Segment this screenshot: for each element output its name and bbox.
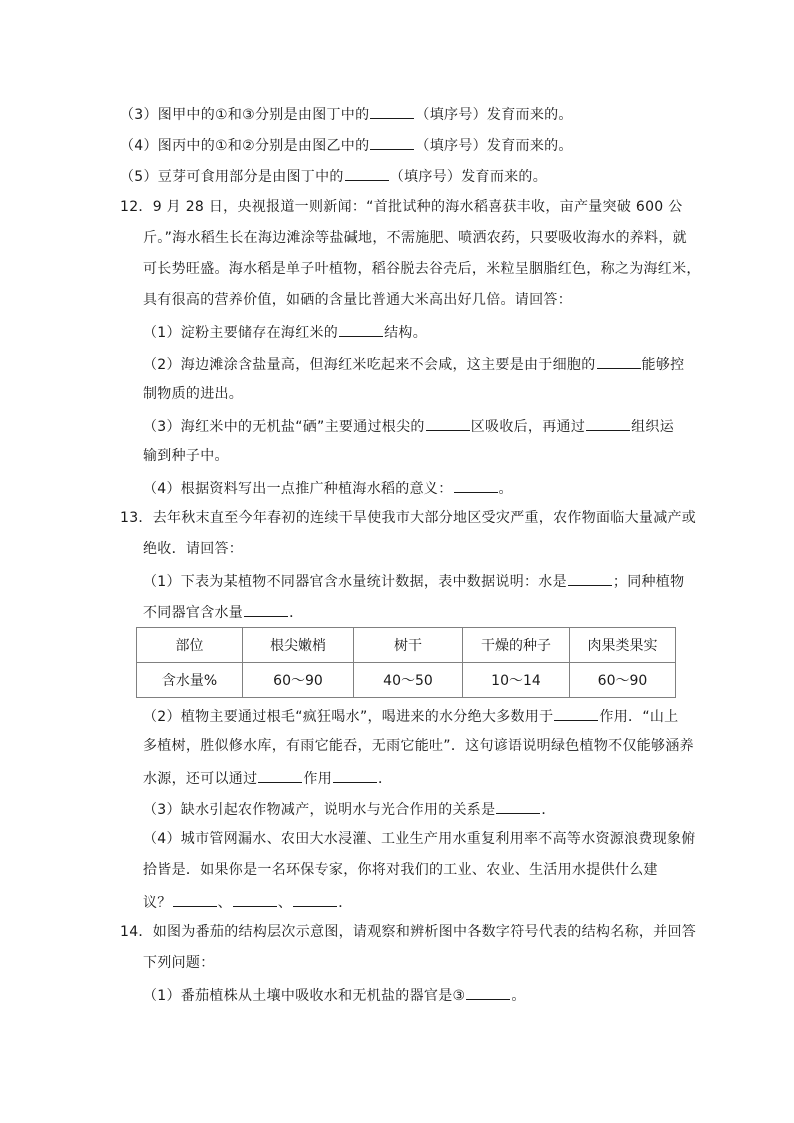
answer-blank[interactable]	[426, 416, 470, 431]
answer-blank[interactable]	[496, 799, 540, 814]
q12-stem-line2: 斤。”海水稻生长在海边滩涂等盐碱地，不需施肥、喷洒农药，只要吸收海水的养料，就	[143, 230, 687, 246]
q13-part3	[143, 799, 556, 819]
q13-part2-text: （2）植物主要通过根毛“疯狂喝水”，喝进来的水分绝大多数用于	[143, 709, 554, 725]
table-cell: 根尖嫩梢	[243, 628, 354, 663]
q12-part3-text: （3）海红米中的无机盐“硒”主要通过根尖的	[143, 419, 425, 435]
q11-part5	[120, 166, 547, 186]
answer-blank[interactable]	[568, 571, 612, 586]
q14-stem-line1: 14．如图为番茄的结构层次示意图，请观察和辨析图中各数字符号代表的结构名称，并回答	[120, 924, 697, 940]
q13-part4-cont2-text: 议？	[143, 895, 172, 911]
q12-part4-text-end: 。	[498, 481, 513, 497]
table-cell: 60～90	[570, 663, 676, 698]
separator: 、	[277, 895, 293, 911]
q12-part3-text-end: 组织运	[631, 419, 675, 435]
q12-part3	[143, 416, 674, 436]
q13-part2-cont2-mid: 作用	[303, 771, 333, 787]
q12-stem-line1: 12．9 月 28 日，央视报道一则新闻：“首批试种的海水稻喜获丰收，亩产量突破 600 公	[120, 199, 683, 215]
table-cell: 60～90	[243, 663, 354, 698]
answer-blank[interactable]	[233, 892, 277, 907]
answer-blank[interactable]	[454, 478, 498, 493]
answer-blank[interactable]	[244, 602, 288, 617]
table-cell: 40～50	[354, 663, 463, 698]
q13-part2-cont2-end: ．	[378, 771, 393, 787]
q12-part2	[143, 354, 684, 374]
answer-blank[interactable]	[466, 985, 510, 1000]
q14-part1-text: （1）番茄植株从土壤中吸收水和无机盐的器官是③	[143, 988, 466, 1004]
q12-part1-text-end: 结构。	[384, 325, 428, 341]
answer-blank[interactable]	[258, 768, 302, 783]
q12-part3-cont: 输到种子中。	[143, 448, 229, 464]
water-content-table	[136, 627, 676, 698]
q11-part5-text-end: （填序号）发育而来的。	[389, 169, 548, 185]
answer-blank[interactable]	[586, 416, 630, 431]
q12-part4	[143, 478, 513, 498]
q11-part4-text: （4）图丙中的①和②分别是由图乙中的	[120, 138, 370, 154]
q13-part1-cont-text: 不同器官含水量	[143, 605, 244, 621]
q12-part4-text: （4）根据资料写出一点推广种植海水稻的意义：	[143, 481, 453, 497]
q13-part1	[143, 571, 684, 591]
q13-part2-cont2-text: 水源，还可以通过	[143, 771, 258, 787]
q11-part3-text-end: （填序号）发育而来的。	[415, 107, 573, 123]
q14-part1-text-end: 。	[511, 988, 526, 1004]
answer-blank[interactable]	[293, 892, 337, 907]
table-cell: 干燥的种子	[463, 628, 570, 663]
table-cell: 肉果类果实	[570, 628, 676, 663]
q13-part2-text-end: 作用．“山上	[599, 709, 679, 725]
q11-part3	[120, 104, 573, 124]
table-cell: 部位	[137, 628, 243, 663]
q13-stem-line2: 绝收．请回答：	[143, 541, 244, 557]
answer-blank[interactable]	[370, 135, 414, 150]
answer-blank[interactable]	[370, 104, 414, 119]
answer-blank[interactable]	[597, 354, 641, 369]
answer-blank[interactable]	[554, 706, 598, 721]
table-cell: 含水量%	[137, 663, 243, 698]
q13-part2-cont: 多植树，胜似修水库，有雨它能吞，无雨它能吐”．这句谚语说明绿色植物不仅能够涵养	[143, 738, 694, 754]
q11-part5-text: （5）豆芽可食用部分是由图丁中的	[120, 169, 344, 185]
q13-part1-cont-end: ．	[289, 605, 304, 621]
q12-part3-text-mid: 区吸收后，再通过	[470, 419, 586, 435]
q13-part2-cont2	[143, 768, 392, 788]
q13-part4-cont2	[143, 892, 353, 912]
q12-part1	[143, 322, 427, 342]
q11-part4	[120, 135, 573, 155]
q13-part3-text-end: ．	[541, 802, 556, 818]
q12-part2-text-end: 能够控	[641, 357, 685, 373]
separator: 、	[217, 895, 232, 911]
q14-stem-line2: 下列问题：	[143, 955, 215, 971]
q13-part3-text: （3）缺水引起农作物减产，说明水与光合作用的关系是	[143, 802, 496, 818]
q13-part1-cont	[143, 602, 303, 622]
answer-blank[interactable]	[333, 768, 377, 783]
q13-part1-text: （1）下表为某植物不同器官含水量统计数据，表中数据说明：水是	[143, 574, 567, 590]
q12-stem-line4: 具有很高的营养价值，如硒的含量比普通大米高出好几倍。请回答：	[143, 292, 572, 308]
q13-part4: （4）城市管网漏水、农田大水浸灌、工业生产用水重复利用率不高等水资源浪费现象俯	[143, 831, 696, 847]
q12-part2-text: （2）海边滩涂含盐量高，但海红米吃起来不会咸，这主要是由于细胞的	[143, 357, 596, 373]
q11-part4-text-end: （填序号）发育而来的。	[415, 138, 573, 154]
q13-part4-end: ．	[338, 895, 353, 911]
q13-part2	[143, 706, 678, 726]
q13-part1-text-end: ；同种植物	[612, 574, 685, 590]
table-cell: 树干	[354, 628, 463, 663]
q14-part1	[143, 985, 526, 1005]
q13-part4-cont: 拾皆是．如果你是一名环保专家，你将对我们的工业、农业、生活用水提供什么建	[143, 862, 658, 878]
table-header-row	[137, 628, 676, 663]
q13-stem-line1: 13．去年秋末直至今年春初的连续干旱使我市大部分地区受灾严重，农作物面临大量减产或	[120, 510, 697, 526]
answer-blank[interactable]	[173, 892, 217, 907]
q11-part3-text: （3）图甲中的①和③分别是由图丁中的	[120, 107, 370, 123]
table-cell: 10～14	[463, 663, 570, 698]
answer-blank[interactable]	[339, 322, 383, 337]
q12-stem-line3: 可长势旺盛。海水稻是单子叶植物，稻谷脱去谷壳后，米粒呈胭脂红色，称之为海红米，	[143, 261, 701, 277]
table-row	[137, 663, 676, 698]
answer-blank[interactable]	[345, 166, 389, 181]
q12-part1-text: （1）淀粉主要储存在海红米的	[143, 325, 339, 341]
q12-part2-cont: 制物质的进出。	[143, 386, 244, 402]
